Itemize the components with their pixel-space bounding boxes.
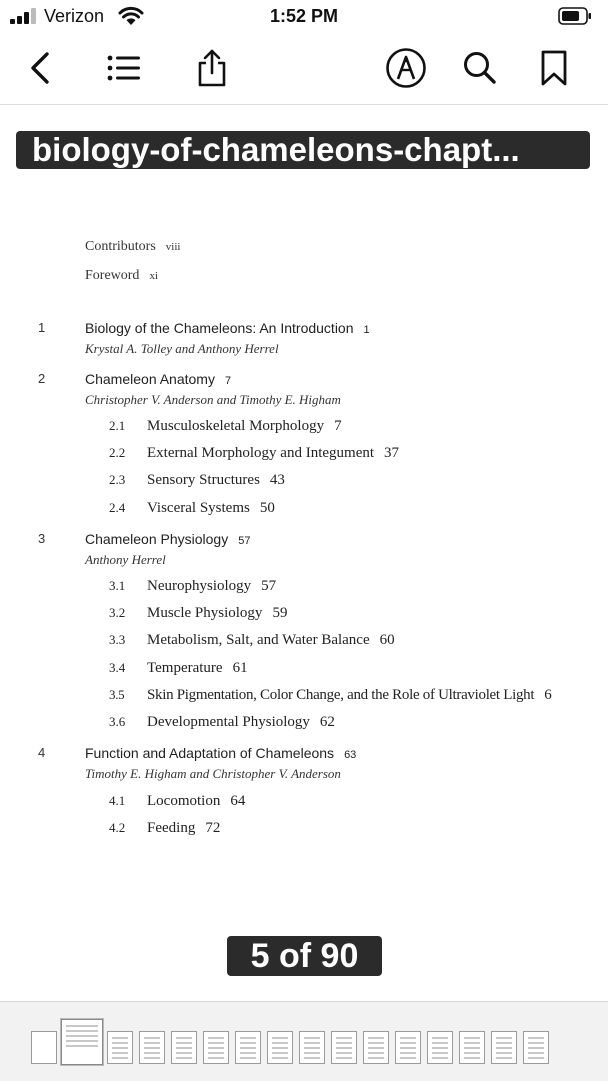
page-thumbnail[interactable] bbox=[31, 1031, 57, 1064]
section-number: 2.3 bbox=[109, 472, 126, 487]
page-thumbnail[interactable] bbox=[203, 1031, 229, 1064]
section-entry[interactable] bbox=[109, 687, 551, 704]
section-number: 3.3 bbox=[109, 632, 126, 647]
battery-icon bbox=[558, 7, 592, 25]
page-thumbnail[interactable] bbox=[427, 1031, 453, 1064]
markup-icon bbox=[385, 47, 427, 89]
toc-page-number: 6 bbox=[544, 687, 552, 703]
share-icon bbox=[195, 48, 229, 88]
page-thumbnail[interactable] bbox=[139, 1031, 165, 1064]
toc-page-number: 57 bbox=[261, 578, 277, 594]
page-thumbnail-strip[interactable] bbox=[0, 1001, 608, 1081]
section-entry[interactable] bbox=[109, 605, 287, 622]
status-bar bbox=[0, 0, 608, 34]
carrier-name: Verizon bbox=[44, 6, 105, 26]
section-entry[interactable] bbox=[109, 500, 275, 517]
section-title: Muscle Physiology bbox=[147, 605, 263, 621]
chapter-authors: Timothy E. Higham and Christopher V. Anderson bbox=[85, 766, 341, 781]
page-thumbnail[interactable] bbox=[363, 1031, 389, 1064]
bookmark-icon bbox=[539, 49, 569, 87]
toc-page-number: 72 bbox=[205, 820, 221, 836]
section-entry[interactable] bbox=[109, 793, 245, 810]
page-indicator: 5 of 90 bbox=[227, 936, 382, 976]
section-number: 2.2 bbox=[109, 445, 126, 460]
chapter-title[interactable] bbox=[85, 371, 231, 387]
section-number: 3.4 bbox=[109, 660, 126, 675]
page-thumbnail[interactable] bbox=[267, 1031, 293, 1064]
toc-page-number: 64 bbox=[230, 793, 246, 809]
markup-button[interactable] bbox=[382, 44, 430, 92]
bookmark-button[interactable] bbox=[530, 44, 578, 92]
document-page[interactable] bbox=[0, 170, 608, 1000]
toc-page-number: 7 bbox=[224, 375, 232, 387]
toc-page-number: xi bbox=[149, 270, 158, 282]
page-thumbnail[interactable] bbox=[523, 1031, 549, 1064]
section-number: 3.6 bbox=[109, 714, 126, 729]
toc-page-number: 7 bbox=[334, 418, 342, 434]
share-button[interactable] bbox=[188, 44, 236, 92]
section-entry[interactable] bbox=[109, 714, 335, 731]
page-thumbnail[interactable] bbox=[235, 1031, 261, 1064]
toc-front-matter-item[interactable] bbox=[85, 239, 180, 255]
toc-label: Contributors bbox=[85, 239, 156, 254]
toc-page-number: 43 bbox=[269, 472, 285, 488]
chapter-number: 2 bbox=[38, 371, 46, 386]
chapter-title[interactable] bbox=[85, 531, 250, 547]
chapter-title-text: Chameleon Anatomy bbox=[85, 371, 215, 387]
section-title: Sensory Structures bbox=[147, 472, 260, 488]
toc-page-number: 61 bbox=[232, 660, 248, 676]
back-icon bbox=[25, 51, 55, 85]
page-thumbnail[interactable] bbox=[171, 1031, 197, 1064]
chapter-title-text: Chameleon Physiology bbox=[85, 531, 229, 547]
page-thumbnail[interactable] bbox=[331, 1031, 357, 1064]
section-entry[interactable] bbox=[109, 660, 248, 677]
section-entry[interactable] bbox=[109, 445, 399, 462]
chapter-authors: Krystal A. Tolley and Anthony Herrel bbox=[85, 341, 279, 356]
section-title: Temperature bbox=[147, 660, 223, 676]
section-number: 3.2 bbox=[109, 605, 126, 620]
toc-page-number: 60 bbox=[379, 632, 395, 648]
section-entry[interactable] bbox=[109, 820, 220, 837]
page-thumbnail[interactable] bbox=[491, 1031, 517, 1064]
page-thumbnail[interactable] bbox=[107, 1031, 133, 1064]
toc-front-matter-item[interactable] bbox=[85, 268, 158, 284]
list-icon bbox=[104, 52, 144, 84]
section-number: 2.4 bbox=[109, 500, 126, 515]
table-of-contents-button[interactable] bbox=[100, 44, 148, 92]
page-thumbnail[interactable] bbox=[459, 1031, 485, 1064]
chapter-authors: Anthony Herrel bbox=[85, 552, 166, 567]
section-title: Developmental Physiology bbox=[147, 714, 310, 730]
chapter-number: 1 bbox=[38, 320, 46, 335]
page-thumbnail[interactable] bbox=[299, 1031, 325, 1064]
section-title: Musculoskeletal Morphology bbox=[147, 418, 325, 434]
chapter-authors: Christopher V. Anderson and Timothy E. Higham bbox=[85, 392, 341, 407]
document-title: biology-of-chameleons-chapt... bbox=[16, 131, 590, 169]
chapter-title[interactable] bbox=[85, 320, 370, 336]
toc-page-number: 59 bbox=[272, 605, 288, 621]
chapter-number: 4 bbox=[38, 745, 46, 760]
section-title: Visceral Systems bbox=[147, 500, 250, 516]
section-title: Locomotion bbox=[147, 793, 221, 809]
toc-page-number: 57 bbox=[238, 535, 251, 547]
toc-page-number: 62 bbox=[319, 714, 335, 730]
status-time: 1:52 PM bbox=[269, 6, 339, 26]
section-number: 4.1 bbox=[109, 793, 126, 808]
back-button[interactable] bbox=[16, 44, 64, 92]
chapter-title[interactable] bbox=[85, 745, 356, 761]
section-entry[interactable] bbox=[109, 632, 395, 649]
section-entry[interactable] bbox=[109, 472, 285, 489]
section-number: 2.1 bbox=[109, 418, 126, 433]
section-entry[interactable] bbox=[109, 578, 276, 595]
section-title: Skin Pigmentation, Color Change, and the Role of Ultraviolet Light bbox=[147, 687, 535, 703]
page-thumbnail[interactable] bbox=[395, 1031, 421, 1064]
section-title: Feeding bbox=[147, 820, 196, 836]
reader-toolbar bbox=[0, 34, 608, 105]
toc-page-number: 50 bbox=[259, 500, 275, 516]
toc-page-number: viii bbox=[165, 241, 181, 253]
section-number: 4.2 bbox=[109, 820, 126, 835]
section-number: 3.5 bbox=[109, 687, 125, 702]
page-thumbnail-current[interactable] bbox=[61, 1019, 103, 1065]
section-entry[interactable] bbox=[109, 418, 342, 435]
chapter-title-text: Biology of the Chameleons: An Introduction bbox=[85, 320, 354, 336]
chapter-title-text: Function and Adaptation of Chameleons bbox=[85, 745, 335, 761]
section-number: 3.1 bbox=[109, 578, 126, 593]
toc-page-number: 63 bbox=[344, 749, 357, 761]
section-title: Metabolism, Salt, and Water Balance bbox=[147, 632, 370, 648]
search-icon bbox=[462, 50, 498, 86]
toc-page-number: 37 bbox=[384, 445, 400, 461]
section-title: External Morphology and Integument bbox=[147, 445, 375, 461]
search-button[interactable] bbox=[456, 44, 504, 92]
toc-label: Foreword bbox=[85, 268, 140, 283]
toc-page-number: 1 bbox=[363, 324, 370, 336]
chapter-number: 3 bbox=[38, 531, 46, 546]
section-title: Neurophysiology bbox=[147, 578, 252, 594]
